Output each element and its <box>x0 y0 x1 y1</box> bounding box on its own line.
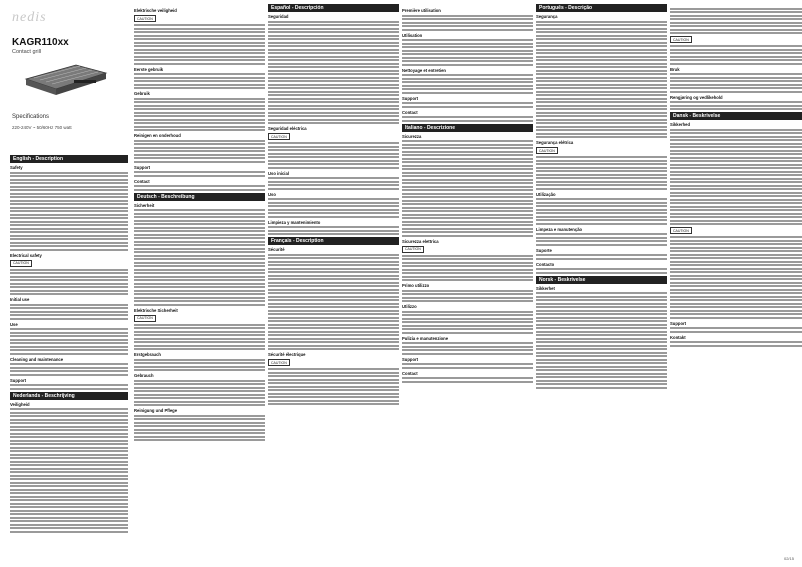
specifications-title: Specifications <box>12 114 50 120</box>
column-6 <box>670 0 802 567</box>
subhead-bruk: Bruk <box>670 66 680 72</box>
subhead-uso-inicial: Uso inicial <box>268 170 289 176</box>
subhead-gebruik: Gebruik <box>134 91 150 96</box>
column-3 <box>268 0 399 567</box>
subhead-contact-it: Contact <box>402 370 418 376</box>
subhead-initial-use: Initial use <box>10 297 30 302</box>
subhead-securite-electrique: Sécurité électrique <box>268 352 306 357</box>
caution-label-fr: CAUTION <box>268 359 290 366</box>
section-deutsch: Deutsch - Beschreibung <box>134 193 265 201</box>
subhead-support: Support <box>10 377 27 383</box>
section-english: English - Description <box>10 155 128 163</box>
column-2 <box>134 0 265 567</box>
model-number: KAGR110xx <box>12 37 69 48</box>
column-5 <box>536 0 667 567</box>
section-francais: Français - Description <box>268 237 399 245</box>
subhead-pulizia: Pulizia e manutenzione <box>402 335 449 341</box>
subhead-contact-fr: Contact <box>402 109 418 115</box>
subhead-safety: Safety <box>10 165 23 170</box>
brand-logo: nedis <box>12 10 47 25</box>
caution-label-es: CAUTION <box>268 133 290 140</box>
caution-label-nl: CAUTION <box>134 15 156 22</box>
subhead-rengjoring: Rengjøring og vedlikehold <box>670 94 723 100</box>
subhead-utilizzo: Utilizzo <box>402 304 417 309</box>
subhead-eerste-gebruik: Eerste gebruik <box>134 66 164 72</box>
subhead-utilisation: Utilisation <box>402 32 423 38</box>
subhead-primo-utilizzo: Primo utilizzo <box>402 283 430 288</box>
subhead-veiligheid: Veiligheid <box>10 401 30 407</box>
subhead-sicurezza-elettrica: Sicurezza elettrica <box>402 238 439 244</box>
subhead-support-da: Support <box>670 320 687 326</box>
subhead-premiere-utilisation: Première utilisation <box>402 8 441 13</box>
subhead-limpieza: Limpieza y mantenimiento <box>268 219 321 225</box>
subhead-gebrauch: Gebrauch <box>134 373 154 378</box>
caution-label-it: CAUTION <box>402 246 424 253</box>
section-nederlands: Nederlands - Beschrijving <box>10 392 128 400</box>
subhead-use: Use <box>10 321 18 327</box>
subhead-contact-nl: Contact <box>134 178 150 184</box>
section-italiano: Italiano - Descrizione <box>402 124 533 132</box>
column-4 <box>402 0 533 567</box>
subhead-support-it: Support <box>402 356 419 362</box>
subhead-seguranca: Segurança <box>536 14 558 19</box>
subhead-support-fr: Support <box>402 95 419 101</box>
subhead-uso: Uso <box>268 191 276 197</box>
subhead-nettoyage: Nettoyage et entretien <box>402 67 446 73</box>
subhead-support-nl: Support <box>134 164 151 170</box>
subhead-seguridad-electrica: Seguridad eléctrica <box>268 126 307 131</box>
subhead-cleaning: Cleaning and maintenance <box>10 356 64 362</box>
subhead-securite: Sécurité <box>268 247 285 252</box>
subhead-contacto: Contacto <box>536 261 555 267</box>
section-espanol: Español - Descripción <box>268 4 399 12</box>
subhead-erstgebrauch: Erstgebrauch <box>134 352 161 357</box>
subhead-sicurezza: Sicurezza <box>402 133 422 139</box>
column-1 <box>0 0 130 567</box>
subhead-electrical-safety: Electrical safety <box>10 252 42 258</box>
subhead-elektrische-veiligheid: Elektrische veiligheid <box>134 8 177 13</box>
specifications-line: 220-240V ~ 50/60Hz 750 watt <box>12 125 72 130</box>
subhead-limpeza: Limpeza e manutenção <box>536 226 583 232</box>
subhead-elektrische-sicherheit: Elektrische Sicherheit <box>134 307 178 313</box>
caution-label-pt: CAUTION <box>536 147 558 154</box>
subhead-reinigen: Reinigen en onderhoud <box>134 133 181 138</box>
subhead-sikkerhed: Sikkerhed <box>670 122 691 127</box>
caution-label-da: CAUTION <box>670 227 692 234</box>
subhead-suporte: Suporte <box>536 247 552 253</box>
subhead-sicherheit: Sicherheit <box>134 202 155 208</box>
caution-label-de: CAUTION <box>134 315 156 322</box>
subhead-sikkerhet: Sikkerhet <box>536 285 555 291</box>
page-number: 02/15 <box>783 556 794 561</box>
subhead-utilizacao: Utilização <box>536 191 556 197</box>
section-portugues: Português - Descrição <box>536 4 667 12</box>
subhead-kontakt: Kontakt <box>670 334 686 340</box>
product-name: Contact grill <box>12 49 42 55</box>
section-norsk: Norsk - Beskrivelse <box>536 276 667 284</box>
caution-label-no: CAUTION <box>670 36 692 43</box>
subhead-seguridad: Seguridad <box>268 14 289 19</box>
subhead-reinigung: Reinigung und Pflege <box>134 408 178 413</box>
caution-label: CAUTION <box>10 260 32 267</box>
section-dansk: Dansk - Beskrivelse <box>670 112 802 120</box>
contact-grill-illustration <box>14 57 114 107</box>
subhead-seguranca-eletrica: Segurança elétrica <box>536 140 574 145</box>
